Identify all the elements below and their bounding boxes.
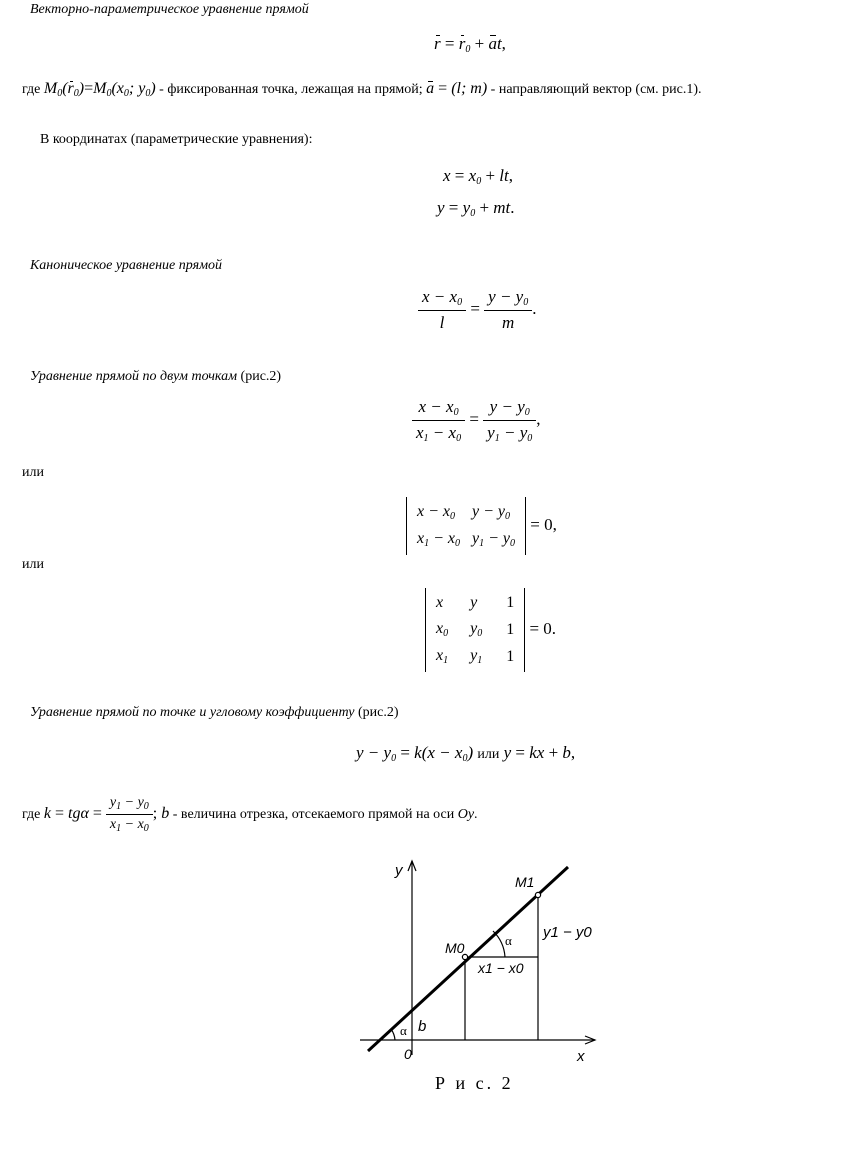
where-vector-text: - направляющий вектор (см. рис.1). [490, 82, 702, 97]
figure-diagram [355, 855, 610, 1100]
section-title-two-points-line [30, 369, 281, 385]
or-label-2: или [22, 557, 44, 572]
section-title-slope-line [30, 705, 399, 721]
label-alpha-high: α [505, 933, 512, 948]
label-x-axis: x [577, 1048, 585, 1065]
slope-ref: (рис.2) [354, 705, 399, 720]
equation-det-3x3: x y 1 $x_0$ $y_0$ 1 $x_1$ $y_1$ 1 = 0. [425, 588, 556, 672]
slope-or-word: или [477, 747, 500, 762]
slope-period: . [474, 807, 478, 823]
where-point-text: - фиксированная точка, лежащая на прямой; [159, 82, 423, 97]
figure-2 [355, 855, 610, 1100]
coords-intro: В координатах (параметрические уравнения): [40, 132, 313, 147]
label-alpha-low: α [400, 1023, 407, 1038]
equation-canonical: $\frac{x - x_0}{l}$ = $\frac{y - y_0}{m}$ . [418, 287, 536, 333]
equation-param-x: $x = x_0$ + lt, [443, 166, 513, 187]
vector-notation: a = (l; m) [426, 80, 488, 97]
or-label-1: или [22, 465, 44, 480]
section-title-vector: Векторно-параметрическое уравнение прямой [30, 2, 309, 17]
figure-caption: Р и с. 2 [435, 1073, 514, 1093]
section-title-two-points: Уравнение прямой по двум точкам [30, 369, 238, 384]
section-title-canonical: Каноническое уравнение прямой [30, 258, 223, 273]
slope-where-b-text: - величина отрезка, отсекаемого прямой на оси [172, 807, 455, 823]
label-y-axis: y [395, 862, 403, 879]
label-m0: M0 [445, 940, 465, 956]
label-b: b [418, 1018, 427, 1035]
equation-param-y: $y = y_0$ + mt. [437, 198, 515, 219]
equation-vector: $r = r_0$ + at, [434, 34, 506, 55]
slope-where-prefix: где [22, 807, 41, 823]
axis-name: Oy [457, 807, 475, 823]
where-prefix: где [22, 82, 41, 97]
section-title-slope: Уравнение прямой по точке и угловому коэффициенту [30, 705, 355, 720]
point-m1 [535, 892, 540, 897]
equation-det-2x2: $x - x_0$ $y - y_0$ $x_1 - x_0$ $y_1 - y_0$ = 0, [406, 497, 557, 555]
point-notation: $M_0(r_0)=M_0(x_0$; $y_0$) [43, 80, 156, 99]
vector-where-line [22, 80, 702, 99]
slope-where-line [22, 795, 478, 834]
label-origin: 0 [404, 1046, 412, 1062]
label-m1: M1 [515, 874, 535, 890]
slope-k-formula: k = tgα = $\frac{y_1 - y_0}{x_1 - x_0}$ ; b [43, 795, 170, 834]
equation-two-points: $\frac{x - x_0}{x_1 - x_0}$ = $\frac{y - y_0}{y_1 - y_0}$ , [412, 397, 541, 444]
label-dx: x1 − x0 [478, 960, 524, 976]
equation-slope: $y - y_0 = k(x - x_0)$ или y = kx + b, [356, 743, 576, 764]
two-points-ref: (рис.2) [237, 369, 282, 384]
angle-arc-low [391, 1029, 395, 1040]
label-dy: y1 − y0 [543, 924, 592, 941]
